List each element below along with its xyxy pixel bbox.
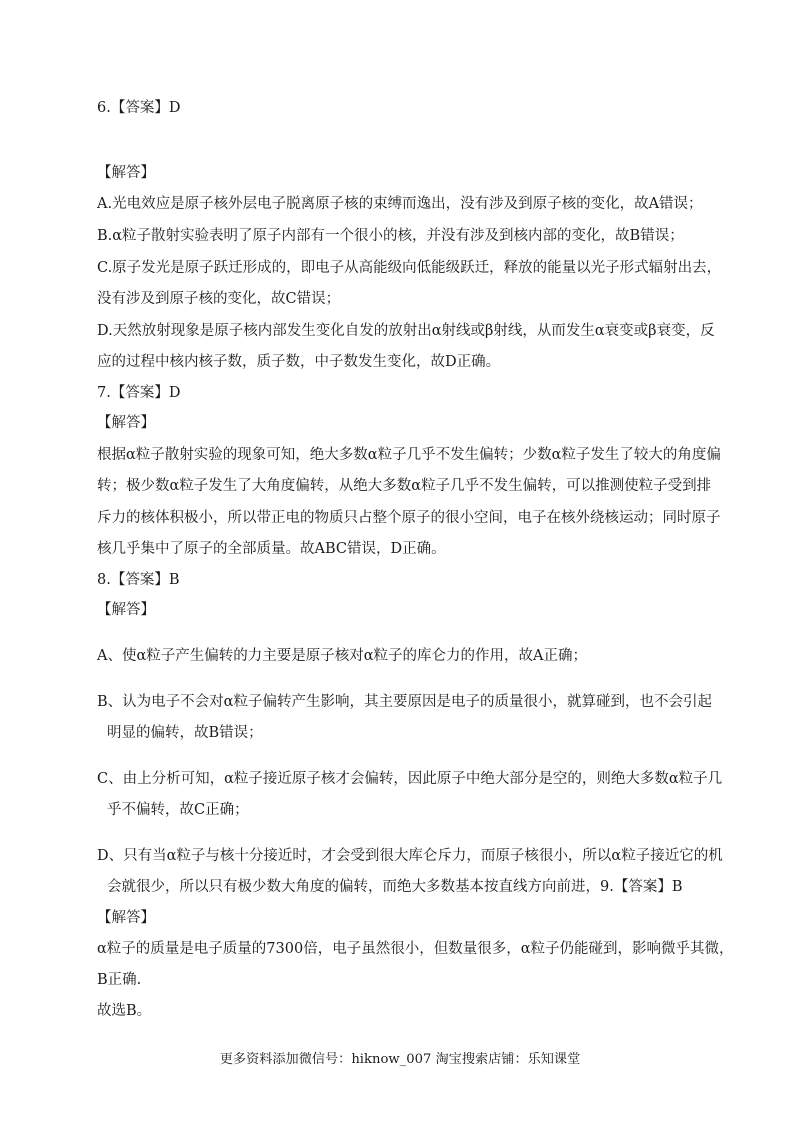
solution-7-text: 转；极少数α粒子发生了大角度偏转，从绝大多数α粒子几乎不发生偏转，可以推测使粒子受到排 <box>97 478 712 494</box>
solution-7-text: 斥力的核体积极小，所以带正电的物质只占整个原子的很小空间，电子在核外绕核运动；同时原子 <box>97 510 721 526</box>
solution-8-option-d: D、只有当α粒子与核十分接近时，才会受到很大库仑斥力，而原子核很小，所以α粒子接近它的机 <box>97 848 723 864</box>
solution-6-option-a: A.光电效应是原子核外层电子脱离原子核的束缚而逸出，没有涉及到原子核的变化，故A错误； <box>97 196 703 212</box>
solution-9-label: 【解答】 <box>97 910 155 926</box>
answer-7-heading: 7.【答案】D <box>97 385 181 401</box>
solution-6-option-d-cont: 应的过程中核内核子数，质子数，中子数发生变化，故D正确。 <box>97 354 501 370</box>
solution-6-option-d: D.天然放射现象是原子核内部发生变化自发的放射出α射线或β射线，从而发生α衰变或β衰变，反 <box>97 323 715 339</box>
solution-7-text: 根据α粒子散射实验的现象可知，绝大多数α粒子几乎不发生偏转；少数α粒子发生了较大的角度偏 <box>97 447 721 463</box>
solution-8-option-c: C、由上分析可知，α粒子接近原子核才会偏转，因此原子中绝大部分是空的，则绝大多数α粒子几 <box>97 771 723 787</box>
solution-9-conclusion: 故选B。 <box>97 1003 152 1019</box>
page-footer: 更多资料添加微信号：hiknow_007 淘宝搜索店铺：乐知课堂 <box>219 1052 581 1067</box>
solution-9-text: α粒子的质量是电子质量的7300倍，电子虽然很小，但数量很多，α粒子仍能碰到，影响微乎其微， <box>97 941 734 957</box>
solution-8-label: 【解答】 <box>97 602 155 618</box>
answer-6-heading: 6.【答案】D <box>97 100 181 116</box>
solution-8-option-d-cont: 会就很少，所以只有极少数大角度的偏转，而绝大多数基本按直线方向前进，9.【答案】B <box>107 879 683 895</box>
solution-6-option-b: B.α粒子散射实验表明了原子内部有一个很小的核，并没有涉及到核内部的变化，故B错误； <box>97 228 684 244</box>
solution-8-option-c-cont: 乎不偏转，故C正确； <box>107 802 249 818</box>
solution-8-option-b-cont: 明显的偏转，故B错误； <box>107 725 263 741</box>
solution-8-option-a: A、使α粒子产生偏转的力主要是原子核对α粒子的库仑力的作用，故A正确； <box>97 648 588 664</box>
solution-7-text: 核几乎集中了原子的全部质量。故ABC错误，D正确。 <box>97 541 446 557</box>
solution-7-label: 【解答】 <box>97 415 155 431</box>
solution-6-label: 【解答】 <box>97 165 155 181</box>
solution-8-option-b: B、认为电子不会对α粒子偏转产生影响，其主要原因是电子的质量很小，就算碰到，也不会引起 <box>97 694 712 710</box>
solution-6-option-c-cont: 没有涉及到原子核的变化，故C错误； <box>97 291 341 307</box>
solution-9-text: B正确. <box>97 972 142 988</box>
solution-6-option-c: C.原子发光是原子跃迁形成的，即电子从高能级向低能级跃迁，释放的能量以光子形式辐射出去， <box>97 260 722 276</box>
answer-8-heading: 8.【答案】B <box>97 572 180 588</box>
